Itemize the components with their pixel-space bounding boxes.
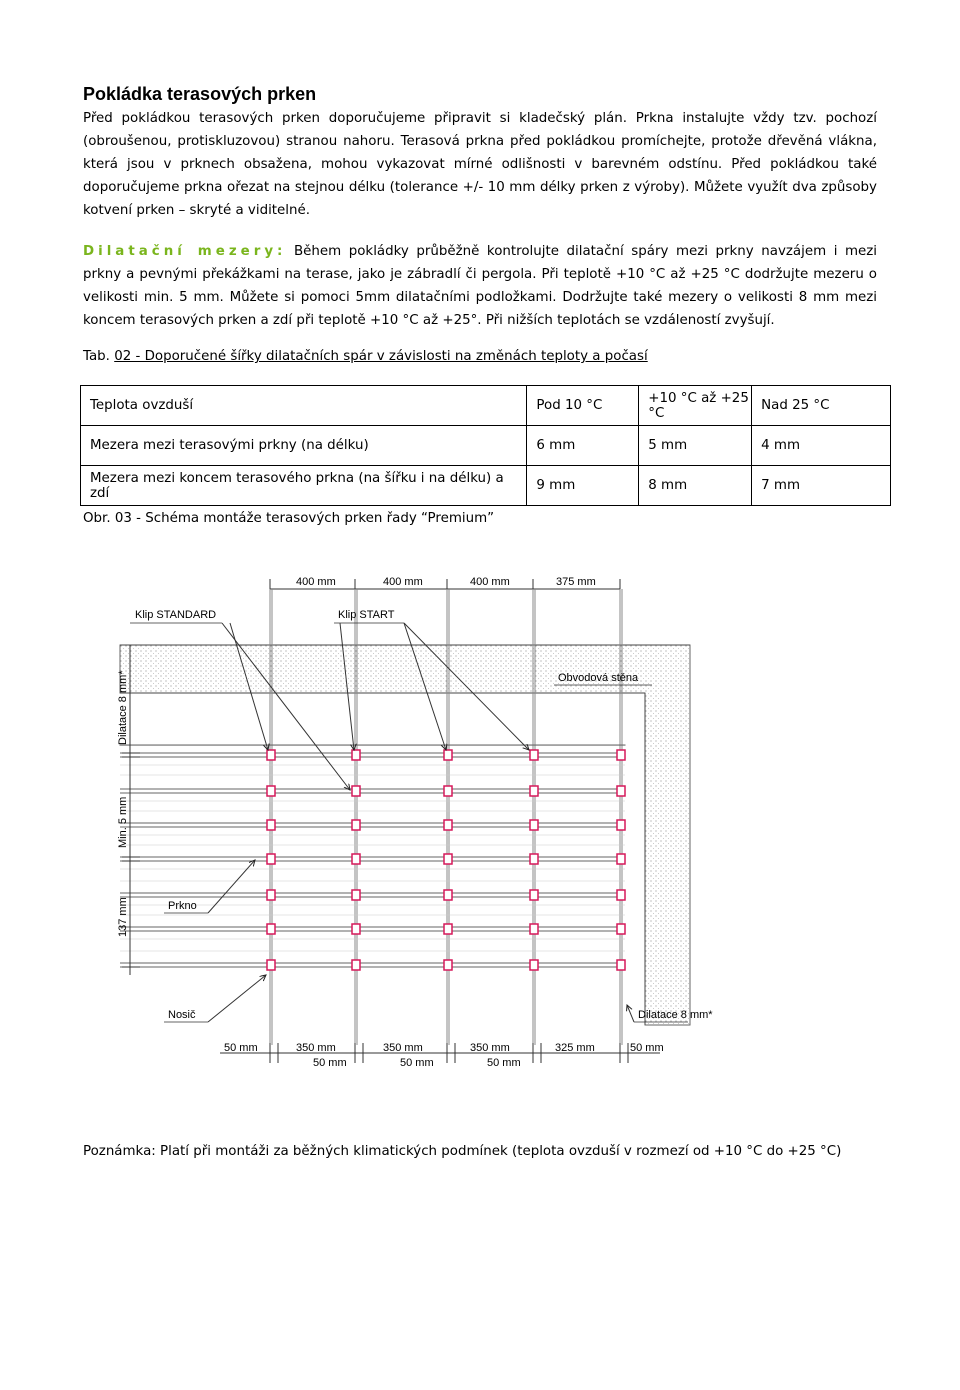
table-caption-text: 02 - Doporučené šířky dilatačních spár v závislosti na změnách teploty a počasí	[114, 349, 648, 364]
obvodova-stena-label: Obvodová stěna	[558, 672, 639, 684]
table-cell: 9 mm	[527, 466, 639, 506]
nosic-label: Nosič	[168, 1009, 196, 1021]
figure-caption-prefix: Obr.	[83, 511, 111, 526]
bottom-dim-upper-5: 325 mm	[555, 1042, 595, 1054]
top-dim-2: 400 mm	[383, 576, 423, 588]
table-cell: Pod 10 °C	[527, 386, 639, 426]
klip-standard-label: Klip STANDARD	[135, 609, 217, 621]
prkno-label: Prkno	[168, 900, 197, 912]
top-dim-4: 375 mm	[556, 576, 596, 588]
intro-paragraph: Před pokládkou terasových prken doporučujeme připravit si kladečský plán. Prkna instalujte vždy tzv. pochozí (obroušenou, protiskluzovou) stranou nahoru. Terasová prkna před pokládkou promíchejte, protože dřevěná vlákna, která jsou v prknech obsažena, mohou vykazovat mírné odlišnosti v barevném odstínu. Před pokládkou také doporučujeme prkna ořezat na stejnou délku (tolerance +/- 10 mm délky prken z výroby). Můžete využít dva způsoby kotvení prken – skryté a viditelné.	[83, 111, 877, 218]
dilatace-left-label: Dilatace 8 mm*	[117, 670, 129, 745]
bottom-dim-upper-3: 350 mm	[383, 1042, 423, 1054]
dilatace-paragraph	[83, 240, 877, 332]
bottom-dim-upper-2: 350 mm	[296, 1042, 336, 1054]
table-cell: Mezera mezi koncem terasového prkna (na šířku i na délku) a zdí	[81, 466, 527, 506]
dilatace-text: Během pokládky průběžně kontrolujte dilatační spáry mezi prkny navzájem i mezi prkny a pevnými překážkami na terase, jako je zábradlí či pergola. Při teplotě +10 °C až +25 °C dodržujte mezeru o velikosti min. 5 mm. Můžete si pomoci 5mm dilatačními podložkami. Dodržujte také mezery o velikosti 8 mm mezi koncem terasových prken a zdí při teplotě +10 °C až +25°. Při nižších teplotách se vzdáleností zvyšují.	[83, 244, 878, 328]
table-cell: 7 mm	[752, 466, 891, 506]
table-cell: 4 mm	[752, 426, 891, 466]
bottom-dim-lower-2: 50 mm	[400, 1057, 434, 1069]
bottom-dim-lower-1: 50 mm	[313, 1057, 347, 1069]
table-cell: 8 mm	[639, 466, 752, 506]
table-cell: Teplota ovzduší	[81, 386, 527, 426]
table-row	[81, 466, 891, 506]
page-title: Pokládka terasových prken	[83, 84, 317, 104]
table-cell: Mezera mezi terasovými prkny (na délku)	[81, 426, 527, 466]
klip-start-label: Klip START	[338, 609, 395, 621]
dim-137-label: 137 mm	[117, 897, 129, 937]
bottom-dim-lower-3: 50 mm	[487, 1057, 521, 1069]
clips	[267, 750, 625, 970]
boards	[120, 745, 625, 967]
table-cell: +10 °C až +25 °C	[639, 386, 752, 426]
top-dim-3: 400 mm	[470, 576, 510, 588]
dilatace-heading: Dilatační mezery:	[83, 244, 287, 259]
min-5mm-label: Min. 5 mm	[117, 796, 129, 848]
footnote: Poznámka: Platí při montáži za běžných klimatických podmínek (teplota ovzduší v rozmezí od +10 °C do +25 °C)	[83, 1144, 842, 1159]
table-caption	[83, 349, 648, 364]
table-cell: Nad 25 °C	[752, 386, 891, 426]
table-caption-prefix: Tab.	[83, 349, 110, 364]
dilatace-right-label: Dilatace 8 mm*	[638, 1009, 713, 1021]
figure-caption	[83, 511, 494, 526]
dilatation-table	[80, 385, 891, 506]
table-row	[81, 386, 891, 426]
figure-caption-text: 03 - Schéma montáže terasových prken řady “Premium”	[114, 511, 495, 526]
table-cell: 5 mm	[639, 426, 752, 466]
terrace-diagram	[100, 565, 713, 1085]
top-dim-1: 400 mm	[296, 576, 336, 588]
bottom-dim-upper-6: 50 mm	[630, 1042, 664, 1054]
bottom-dim-upper-1: 50 mm	[224, 1042, 258, 1054]
bottom-dim-upper-4: 350 mm	[470, 1042, 510, 1054]
table-row	[81, 426, 891, 466]
table-cell: 6 mm	[527, 426, 639, 466]
